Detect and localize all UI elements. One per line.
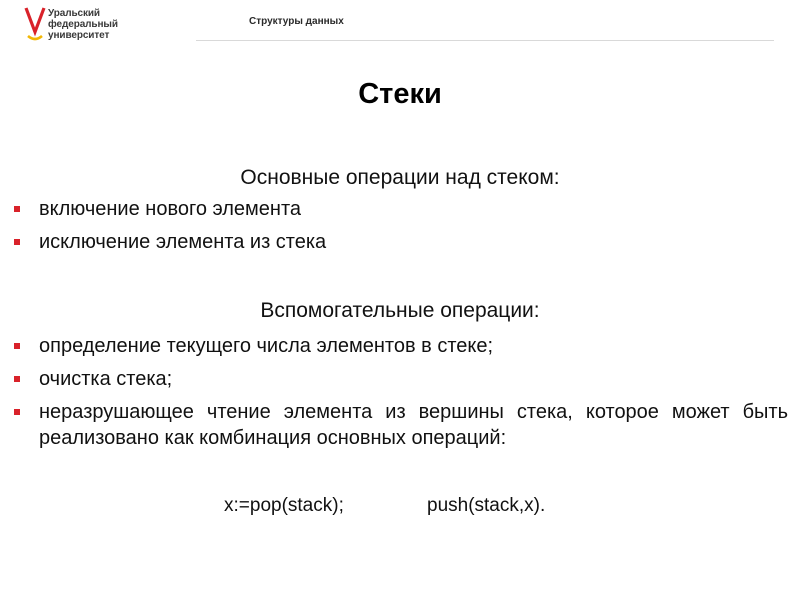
list-item-text: исключение элемента из стека [39, 231, 327, 253]
code-push: push(stack,x). [427, 495, 546, 516]
logo-line: Уральский [48, 8, 100, 19]
university-logo [24, 6, 154, 46]
basic-operations-list [14, 196, 788, 262]
course-title: Структуры данных [249, 16, 344, 27]
bullet-marker [14, 343, 20, 349]
ural-university-logo-icon [24, 6, 46, 42]
code-pop: x:=pop(stack); [224, 495, 344, 516]
bullet-marker [14, 206, 20, 212]
bullet-marker [14, 376, 20, 382]
section-heading-basic: Основные операции над стеком: [240, 166, 560, 189]
list-item-text: определение текущего числа элементов в стеке; [39, 335, 494, 357]
list-item [14, 399, 788, 451]
logo-text [48, 8, 118, 41]
logo-line: университет [48, 30, 110, 41]
slide-title: Стеки [358, 78, 442, 110]
list-item-text: очистка стека; [39, 368, 173, 390]
list-item [14, 333, 788, 359]
list-item-text: включение нового элемента [39, 198, 302, 220]
logo-line: федеральный [48, 19, 118, 30]
list-item-text: неразрушающее чтение элемента из вершины стека, которое может быть реализовано как комбинация основных операций: [39, 401, 788, 449]
header-divider [196, 40, 774, 41]
list-item [14, 229, 788, 255]
section-heading-auxiliary: Вспомогательные операции: [260, 299, 540, 322]
bullet-marker [14, 409, 20, 415]
list-item [14, 366, 788, 392]
auxiliary-operations-list [14, 333, 788, 458]
list-item [14, 196, 788, 222]
bullet-marker [14, 239, 20, 245]
